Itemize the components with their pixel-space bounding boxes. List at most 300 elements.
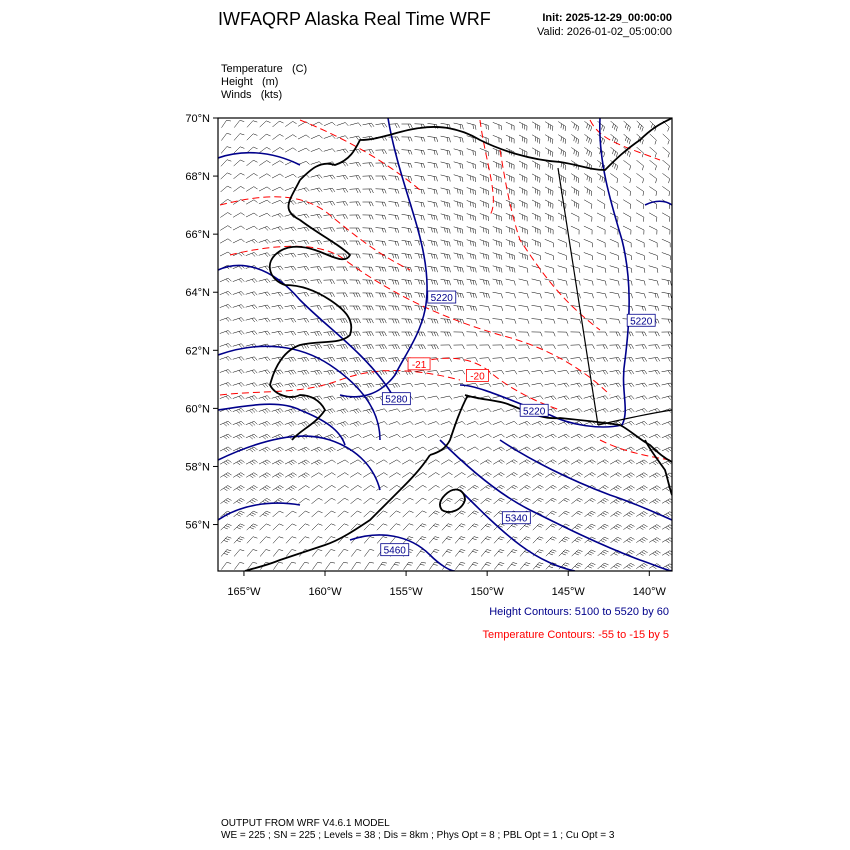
wind-barb bbox=[376, 189, 387, 194]
lon-tick-label: 165°W bbox=[227, 586, 261, 598]
wind-barb bbox=[363, 267, 374, 272]
wind-barb bbox=[376, 254, 387, 259]
wind-barb bbox=[454, 188, 463, 195]
wind-barb bbox=[363, 306, 374, 310]
wind-barb bbox=[624, 121, 631, 131]
wind-barb bbox=[610, 524, 621, 529]
wind-barb bbox=[506, 421, 518, 424]
temperature-contour bbox=[220, 197, 410, 270]
wind-barb bbox=[623, 486, 634, 491]
wind-barb bbox=[285, 253, 296, 257]
wind-barb bbox=[545, 135, 553, 144]
wind-barb bbox=[429, 562, 439, 569]
wind-barb bbox=[259, 292, 271, 296]
wind-barb bbox=[546, 550, 556, 556]
wind-barb bbox=[532, 122, 540, 131]
wind-barb bbox=[467, 409, 479, 412]
wind-barb bbox=[220, 291, 232, 295]
wind-barb bbox=[532, 358, 543, 362]
wind-barb bbox=[312, 537, 322, 544]
wind-barb bbox=[324, 345, 335, 350]
variable-name: Winds bbox=[221, 89, 252, 101]
wind-barb bbox=[337, 241, 348, 245]
wind-barb bbox=[363, 123, 374, 127]
wind-barb bbox=[559, 550, 570, 556]
wind-barb bbox=[324, 280, 335, 284]
wind-barb bbox=[350, 123, 361, 127]
wind-barb bbox=[532, 279, 542, 286]
wind-barb bbox=[428, 447, 440, 451]
wind-barb bbox=[571, 460, 583, 465]
wind-barb bbox=[428, 214, 438, 220]
wind-barb bbox=[389, 319, 400, 323]
wind-barb bbox=[285, 357, 296, 362]
lon-tick-label: 145°W bbox=[551, 586, 585, 598]
wind-barb bbox=[623, 306, 633, 311]
wind-barb bbox=[272, 460, 284, 465]
wind-barb bbox=[636, 213, 644, 222]
wind-barb bbox=[247, 121, 257, 128]
lat-tick-label: 68°N bbox=[185, 171, 210, 184]
wind-barb bbox=[233, 383, 245, 387]
wind-barb bbox=[558, 135, 566, 144]
wind-barb bbox=[520, 524, 531, 530]
wind-barb bbox=[220, 486, 231, 491]
wind-barb bbox=[571, 174, 579, 183]
wind-barb bbox=[428, 473, 439, 478]
wind-barb bbox=[428, 319, 439, 324]
wind-barb bbox=[415, 319, 426, 324]
wind-barb bbox=[558, 200, 566, 209]
wind-barb bbox=[389, 473, 400, 478]
wind-barb bbox=[624, 134, 631, 144]
wind-barb bbox=[558, 239, 567, 247]
wind-barb bbox=[467, 434, 479, 438]
wind-barb bbox=[350, 358, 361, 363]
wind-barb bbox=[324, 306, 335, 310]
wind-barb bbox=[662, 319, 673, 324]
wind-barb bbox=[519, 122, 527, 131]
wind-barb bbox=[468, 524, 478, 530]
wind-barb bbox=[545, 370, 556, 374]
wind-barb bbox=[546, 537, 557, 543]
wind-barb bbox=[441, 266, 451, 272]
wind-barb bbox=[324, 370, 335, 375]
wind-barb bbox=[506, 345, 517, 349]
wind-barb bbox=[311, 175, 322, 179]
lat-tick-label: 64°N bbox=[185, 287, 210, 300]
wind-barb bbox=[506, 161, 514, 169]
wind-barb bbox=[402, 137, 413, 141]
wind-barb bbox=[298, 498, 309, 504]
wind-barb bbox=[584, 213, 592, 222]
wind-barb bbox=[545, 345, 556, 349]
wind-barb bbox=[532, 292, 542, 298]
height-contour bbox=[218, 153, 300, 165]
wind-barb bbox=[558, 485, 569, 490]
wind-barb bbox=[493, 161, 501, 169]
wind-barb bbox=[597, 266, 606, 273]
wind-barb bbox=[272, 214, 284, 218]
wind-barb bbox=[272, 266, 284, 270]
wind-barb bbox=[402, 227, 412, 233]
wind-barb bbox=[467, 305, 477, 311]
wind-barb bbox=[298, 148, 310, 152]
wind-barb bbox=[350, 293, 361, 297]
wind-barb bbox=[233, 331, 245, 335]
wind-barb bbox=[273, 562, 283, 569]
temperature-contour-label: -21 bbox=[411, 359, 427, 371]
wind-barb bbox=[545, 396, 557, 400]
wind-barb bbox=[272, 200, 284, 203]
wind-barb bbox=[559, 537, 570, 543]
wind-barb bbox=[415, 137, 426, 142]
temperature-contour-label: -20 bbox=[470, 371, 485, 383]
height-contour bbox=[645, 201, 672, 205]
wind-barb bbox=[623, 200, 631, 209]
wind-barb bbox=[533, 537, 543, 543]
wind-barb bbox=[506, 226, 515, 234]
wind-barb bbox=[246, 331, 257, 335]
wind-barb bbox=[519, 292, 529, 298]
wind-barb bbox=[220, 344, 232, 348]
wind-barb bbox=[233, 434, 245, 439]
wind-barb bbox=[246, 318, 258, 322]
wind-barb bbox=[623, 563, 634, 568]
wind-barb bbox=[337, 215, 348, 219]
wind-barb bbox=[572, 511, 583, 517]
wind-barb bbox=[259, 174, 271, 179]
wind-barb bbox=[338, 524, 349, 530]
wind-barb bbox=[454, 396, 466, 400]
wind-barb bbox=[455, 550, 465, 557]
wind-barb bbox=[415, 150, 425, 155]
wind-barb bbox=[649, 187, 656, 196]
wind-barb bbox=[259, 370, 270, 374]
height-contour-label: 5460 bbox=[383, 545, 406, 557]
wind-barb bbox=[481, 537, 491, 544]
wind-barb bbox=[441, 188, 451, 195]
wind-barb bbox=[623, 345, 634, 349]
wind-barb bbox=[637, 160, 644, 170]
wind-barb bbox=[636, 173, 643, 183]
wind-barb bbox=[597, 253, 606, 261]
temperature-contour bbox=[600, 440, 670, 460]
wind-barb bbox=[597, 434, 609, 438]
wind-barb bbox=[376, 215, 387, 220]
wind-barb bbox=[610, 409, 622, 413]
wind-barb bbox=[454, 306, 464, 311]
wind-barb bbox=[220, 239, 231, 243]
wind-barb bbox=[402, 266, 412, 272]
wind-barb bbox=[597, 345, 608, 349]
wind-barbs-layer bbox=[220, 120, 674, 569]
wind-barb bbox=[415, 293, 425, 298]
wind-barb bbox=[519, 396, 530, 400]
wind-barb bbox=[480, 240, 489, 247]
wind-barb bbox=[480, 383, 491, 387]
wind-barb bbox=[376, 293, 387, 298]
wind-barb bbox=[545, 485, 556, 490]
temperature-contours bbox=[220, 120, 670, 460]
wind-barb bbox=[246, 396, 258, 401]
wind-barb bbox=[545, 226, 553, 234]
wind-barb bbox=[298, 318, 309, 322]
wind-barb bbox=[260, 524, 271, 530]
wind-barb bbox=[402, 319, 413, 324]
wind-barb bbox=[415, 266, 425, 272]
wind-barb bbox=[611, 121, 618, 131]
wind-barb bbox=[494, 563, 504, 570]
wind-barb bbox=[246, 434, 258, 439]
wind-barb bbox=[442, 498, 453, 504]
wind-barb bbox=[246, 460, 258, 465]
wind-barb bbox=[259, 383, 270, 388]
wind-barb bbox=[454, 149, 463, 156]
wind-barb bbox=[493, 213, 502, 221]
wind-barb bbox=[428, 175, 438, 181]
lat-tick-label: 58°N bbox=[185, 461, 210, 474]
wind-barb bbox=[350, 189, 361, 193]
wind-barb bbox=[298, 279, 309, 283]
wind-barb bbox=[572, 550, 583, 556]
wind-barb bbox=[259, 460, 271, 465]
wind-barb bbox=[480, 266, 490, 273]
lon-tick-label: 160°W bbox=[308, 586, 342, 598]
wind-barb bbox=[649, 525, 660, 530]
wind-barb bbox=[519, 200, 527, 208]
wind-barb bbox=[545, 319, 556, 324]
wind-barb bbox=[221, 562, 231, 569]
wind-barb bbox=[363, 434, 375, 437]
wind-barb bbox=[546, 524, 557, 530]
wind-barb bbox=[623, 511, 634, 516]
wind-barb bbox=[402, 409, 413, 412]
wind-barb bbox=[506, 292, 516, 298]
wind-barb bbox=[623, 279, 633, 286]
wind-barb bbox=[493, 473, 504, 478]
wind-barb bbox=[571, 358, 582, 362]
wind-barb bbox=[532, 239, 541, 247]
wind-barb bbox=[493, 409, 505, 412]
wind-barb bbox=[403, 562, 413, 569]
wind-barb bbox=[532, 370, 543, 374]
wind-barb bbox=[545, 358, 556, 362]
wind-barb bbox=[611, 563, 622, 569]
wind-barb bbox=[467, 253, 476, 260]
wind-barb bbox=[233, 278, 245, 282]
wind-barb bbox=[311, 344, 322, 349]
wind-barb bbox=[584, 447, 596, 451]
wind-barb bbox=[376, 409, 387, 412]
wind-barb bbox=[584, 383, 596, 387]
wind-barb bbox=[454, 162, 463, 169]
wind-barb bbox=[298, 370, 309, 375]
wind-barb bbox=[376, 241, 387, 246]
wind-barb bbox=[597, 460, 609, 465]
wind-barb bbox=[519, 305, 529, 311]
lat-tick-label: 60°N bbox=[185, 403, 210, 416]
wind-barb bbox=[571, 447, 583, 451]
wind-barb bbox=[389, 422, 401, 425]
wind-barb bbox=[650, 147, 657, 157]
wind-barb bbox=[636, 332, 647, 336]
wind-barb bbox=[481, 550, 491, 557]
height-contour bbox=[460, 490, 575, 571]
wind-barb bbox=[532, 174, 540, 183]
wind-barb bbox=[454, 201, 463, 208]
wind-barb bbox=[623, 226, 631, 235]
wind-barb bbox=[636, 550, 647, 555]
wind-barb bbox=[519, 213, 527, 221]
wind-barb bbox=[571, 409, 583, 413]
wind-barb bbox=[415, 227, 425, 233]
wind-barb bbox=[246, 370, 258, 374]
wind-barb bbox=[337, 202, 348, 206]
wind-barb bbox=[337, 422, 349, 427]
wind-barb bbox=[285, 318, 296, 322]
wind-barb bbox=[363, 293, 374, 297]
wind-barb bbox=[324, 396, 336, 401]
wind-barb bbox=[428, 409, 439, 412]
wind-barb bbox=[545, 473, 556, 478]
wind-barb bbox=[493, 240, 502, 247]
wind-barb bbox=[415, 409, 426, 412]
wind-barb bbox=[298, 266, 309, 270]
wind-barb bbox=[481, 562, 491, 569]
wind-barb bbox=[221, 160, 231, 167]
wind-barb bbox=[352, 562, 361, 569]
wind-barb bbox=[221, 550, 231, 557]
wind-barb bbox=[519, 187, 527, 196]
wind-barb bbox=[324, 122, 336, 126]
wind-barb bbox=[286, 511, 297, 517]
wind-barb bbox=[662, 253, 671, 261]
wind-barb bbox=[350, 434, 362, 437]
wind-barb bbox=[298, 383, 310, 388]
wind-barb bbox=[480, 187, 489, 195]
wind-barb bbox=[311, 214, 322, 218]
wind-barb bbox=[559, 511, 570, 517]
lat-tick-label: 62°N bbox=[185, 345, 210, 358]
wind-barb bbox=[610, 358, 621, 362]
wind-barb bbox=[429, 511, 440, 517]
wind-barb bbox=[415, 175, 425, 181]
wind-barb bbox=[376, 228, 387, 233]
wind-barb bbox=[363, 202, 374, 206]
wind-barb bbox=[636, 239, 644, 247]
wind-barb bbox=[558, 148, 566, 157]
wind-barb bbox=[350, 241, 361, 245]
wind-barb bbox=[623, 173, 630, 183]
wind-barb bbox=[662, 239, 670, 247]
wind-barb bbox=[532, 226, 540, 234]
wind-barb bbox=[376, 176, 387, 180]
wind-barb bbox=[311, 188, 323, 192]
wind-barb bbox=[233, 239, 245, 243]
wind-barb bbox=[273, 511, 284, 517]
wind-barb bbox=[220, 213, 231, 218]
variable-unit: (C) bbox=[291, 63, 308, 75]
wind-barb bbox=[234, 511, 245, 517]
wind-barb bbox=[247, 160, 258, 166]
wind-barb bbox=[649, 396, 661, 400]
wind-barb bbox=[220, 447, 232, 452]
wind-barb bbox=[519, 447, 531, 451]
wind-barb bbox=[363, 176, 374, 180]
wind-barb bbox=[597, 292, 607, 298]
wind-barb bbox=[337, 136, 348, 139]
temperature-contour bbox=[480, 120, 493, 215]
wind-barb bbox=[376, 280, 387, 285]
wind-barb bbox=[311, 485, 322, 490]
wind-barb bbox=[441, 332, 452, 336]
wind-barb bbox=[441, 409, 452, 412]
wind-barb bbox=[389, 228, 399, 233]
wind-barb bbox=[311, 267, 322, 271]
wind-barb bbox=[337, 345, 348, 349]
wind-barb bbox=[571, 187, 579, 196]
wind-barb bbox=[246, 409, 257, 414]
wind-barb bbox=[545, 122, 553, 131]
wind-barb bbox=[259, 200, 271, 204]
wind-barb bbox=[311, 306, 322, 310]
wind-barb bbox=[597, 358, 608, 362]
wind-barb bbox=[636, 187, 643, 196]
wind-barb bbox=[378, 562, 387, 569]
wind-barb bbox=[610, 226, 618, 235]
wind-barb bbox=[545, 292, 555, 298]
wind-barb bbox=[649, 383, 661, 387]
wind-barb bbox=[272, 240, 283, 244]
wind-barb bbox=[506, 266, 515, 273]
wind-barb bbox=[506, 409, 518, 412]
wind-barb bbox=[610, 486, 621, 491]
wind-barb bbox=[312, 511, 323, 517]
wind-barb bbox=[415, 214, 425, 220]
wind-barb bbox=[441, 306, 451, 311]
wind-barb bbox=[558, 370, 569, 374]
wind-barb bbox=[299, 562, 309, 569]
wind-barb bbox=[584, 409, 596, 413]
wind-barb bbox=[545, 213, 553, 221]
wind-barb bbox=[649, 538, 660, 543]
wind-barb bbox=[494, 498, 505, 504]
wind-barb bbox=[247, 550, 257, 557]
wind-barb bbox=[584, 358, 595, 362]
wind-barb bbox=[545, 148, 553, 157]
temperature-contours-legend: Temperature Contours: -55 to -15 by 5 bbox=[482, 629, 669, 641]
wind-barb bbox=[272, 134, 283, 139]
wind-barb bbox=[247, 537, 258, 544]
wind-barb bbox=[662, 213, 670, 222]
wind-barb bbox=[350, 254, 361, 258]
wind-barb bbox=[389, 280, 399, 285]
wind-barb bbox=[415, 485, 426, 490]
wind-barb bbox=[480, 148, 489, 156]
wind-barb bbox=[637, 121, 644, 131]
wind-barb bbox=[428, 136, 438, 142]
wind-barb bbox=[454, 240, 463, 247]
wind-barb bbox=[610, 383, 622, 387]
wind-barb bbox=[299, 537, 309, 544]
wind-barb bbox=[441, 383, 452, 387]
wind-barb bbox=[663, 134, 670, 144]
wind-barb bbox=[506, 370, 517, 374]
wind-barb bbox=[428, 332, 439, 336]
wind-barb bbox=[233, 486, 244, 491]
wind-barb bbox=[233, 357, 245, 361]
